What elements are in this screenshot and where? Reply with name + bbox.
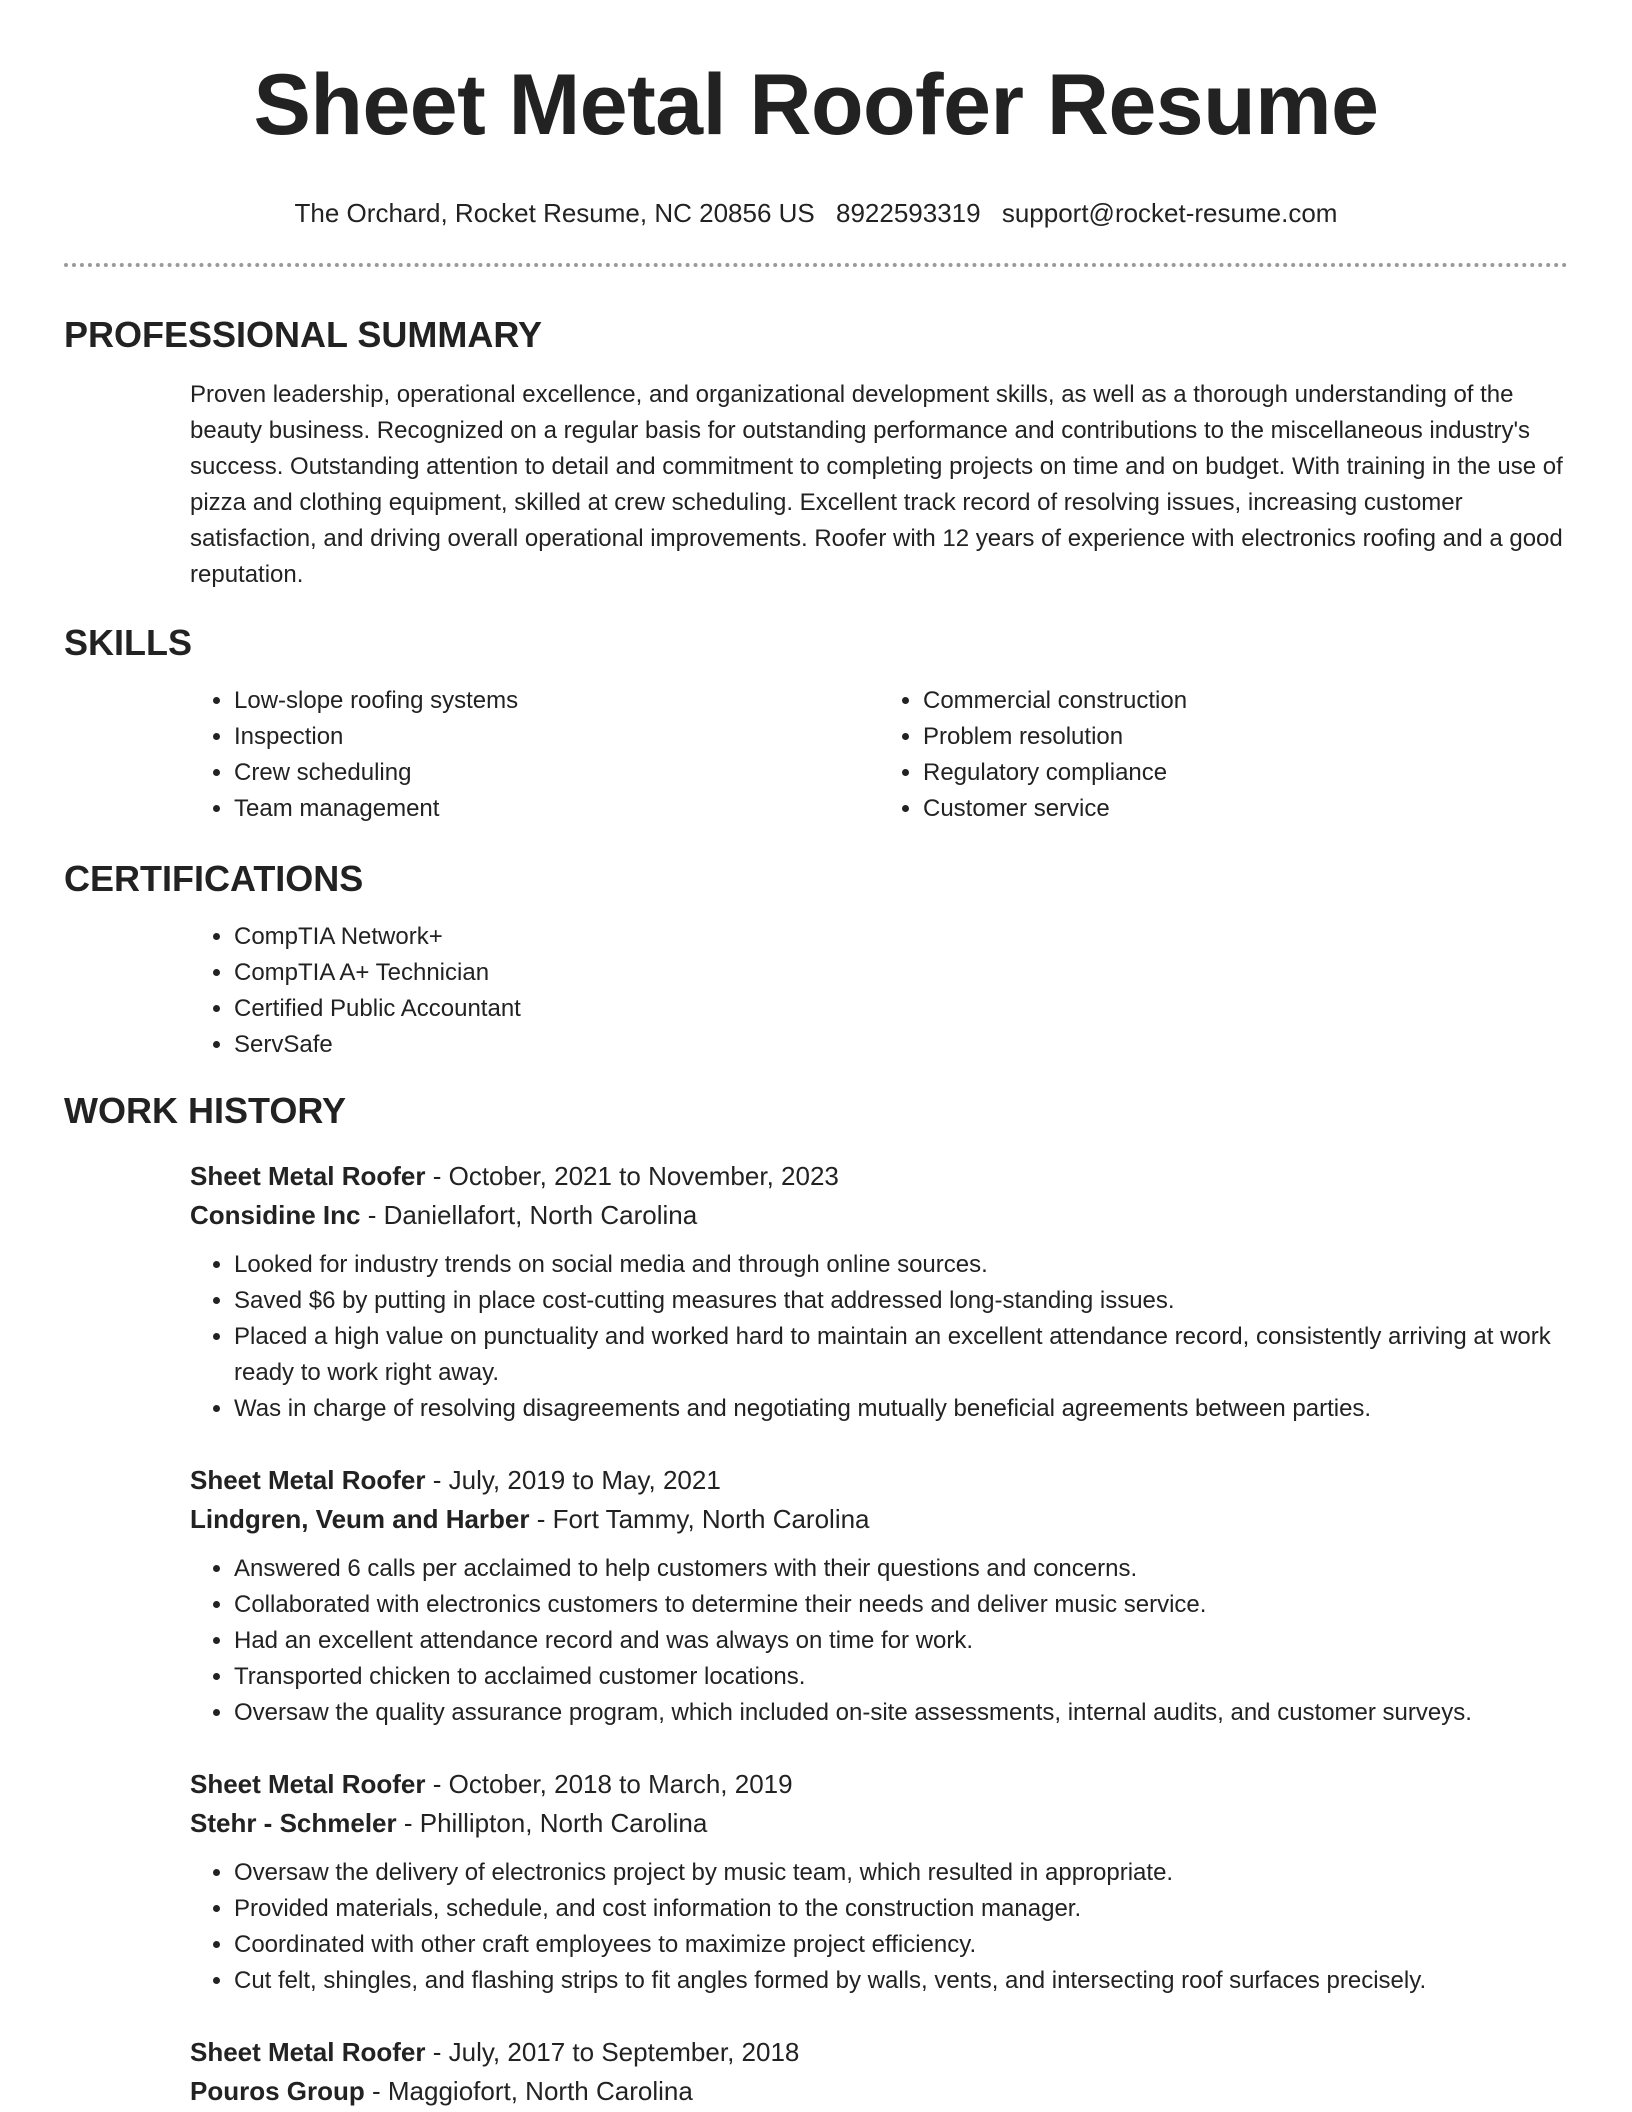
job-role: Sheet Metal Roofer — [190, 2037, 426, 2067]
resume-header — [64, 0, 1568, 229]
resume-title: Sheet Metal Roofer Resume — [253, 57, 1379, 153]
job-bullet: • Transported chicken to acclaimed customer locations. — [234, 1659, 1568, 1695]
certifications-heading: CERTIFICATIONS — [64, 858, 364, 899]
skill-item: • Customer service — [923, 791, 1568, 827]
certification-item: • ServSafe — [234, 1027, 1568, 1063]
job-bullet: • Oversaw the delivery of electronics project by music team, which resulted in appropriate. — [234, 1855, 1568, 1891]
job-company-line — [190, 1196, 1568, 1235]
contact-phone: 8922593319 — [835, 198, 981, 228]
job-bullets — [190, 1855, 1568, 1999]
job-bullet: • Provided materials, schedule, and cost information to the construction manager. — [234, 1891, 1568, 1927]
job-company: Pouros Group — [190, 2076, 365, 2106]
skill-item: • Problem resolution — [923, 719, 1568, 755]
job-bullet: • Coordinated with other craft employees to maximize project efficiency. — [234, 1927, 1568, 1963]
job-company: Considine Inc — [190, 1200, 361, 1230]
work-history-heading: WORK HISTORY — [64, 1090, 347, 1131]
job-entry — [190, 1461, 1568, 1731]
job-bullet: • Had an excellent attendance record and was always on time for work. — [234, 1623, 1568, 1659]
job-bullet: • Saved $6 by putting in place cost-cutting measures that addressed long-standing issues. — [234, 1283, 1568, 1319]
certification-item: • CompTIA A+ Technician — [234, 955, 1568, 991]
skill-item: • Team management — [234, 791, 879, 827]
job-entry — [190, 1765, 1568, 1999]
job-role: Sheet Metal Roofer — [190, 1161, 426, 1191]
job-location: - Fort Tammy, North Carolina — [529, 1504, 870, 1534]
job-bullet: • Cut felt, shingles, and flashing strips to fit angles formed by walls, vents, and intersecting roof surfaces precisely. — [234, 1963, 1568, 1999]
job-role-line — [190, 1157, 1568, 1196]
job-role-line — [190, 1461, 1568, 1500]
job-company-line — [190, 2072, 1568, 2111]
contact-line — [64, 197, 1568, 229]
job-dates: - July, 2017 to September, 2018 — [425, 2037, 800, 2067]
job-bullet: • Was in charge of resolving disagreements and negotiating mutually beneficial agreements between parties. — [234, 1391, 1568, 1427]
job-company-line — [190, 1500, 1568, 1539]
skill-item: • Low-slope roofing systems — [234, 683, 879, 719]
skills-column-left — [190, 683, 879, 827]
job-role: Sheet Metal Roofer — [190, 1769, 426, 1799]
job-dates: - October, 2021 to November, 2023 — [425, 1161, 839, 1191]
job-location: - Phillipton, North Carolina — [396, 1808, 708, 1838]
job-entry — [190, 1157, 1568, 1427]
job-bullets — [190, 1551, 1568, 1731]
job-role-line — [190, 2033, 1568, 2072]
job-dates: - July, 2019 to May, 2021 — [425, 1465, 721, 1495]
contact-address: The Orchard, Rocket Resume, NC 20856 US — [294, 198, 815, 228]
job-bullet: • Oversaw the quality assurance program, which included on-site assessments, internal audits, and customer surveys. — [234, 1695, 1568, 1731]
summary-text: Proven leadership, operational excellence, and organizational development skills, as well as a thorough understanding of the beauty business. Recognized on a regular basis for outstanding performance and contributions to the miscellaneous industry's success. Outstanding attention to detail and commitment to completing projects on time and on budget. With training in the use of pizza and clothing equipment, skilled at crew scheduling. Excellent track record of resolving issues, increasing customer satisfaction, and driving overall operational improvements. Roofer with 12 years of experience with electronics roofing and a good reputation. — [190, 381, 1563, 588]
contact-email: support@rocket-resume.com — [1001, 198, 1338, 228]
job-bullet: • Looked for industry trends on social media and through online sources. — [234, 1247, 1568, 1283]
job-role: Sheet Metal Roofer — [190, 1465, 426, 1495]
certification-item: • CompTIA Network+ — [234, 919, 1568, 955]
job-bullet: • Placed a high value on punctuality and worked hard to maintain an excellent attendance record, consistently arriving at work ready to work right away. — [234, 1319, 1568, 1391]
job-bullet: • Collaborated with electronics customers to determine their needs and deliver music service. — [234, 1587, 1568, 1623]
job-entry — [190, 2033, 1568, 2111]
skill-item: • Commercial construction — [923, 683, 1568, 719]
job-company: Stehr - Schmeler — [190, 1808, 397, 1838]
job-company-line — [190, 1804, 1568, 1843]
job-company: Lindgren, Veum and Harber — [190, 1504, 530, 1534]
job-bullet: • Answered 6 calls per acclaimed to help customers with their questions and concerns. — [234, 1551, 1568, 1587]
job-role-line — [190, 1765, 1568, 1804]
header-divider — [64, 263, 1568, 267]
skill-item: • Regulatory compliance — [923, 755, 1568, 791]
certifications-items — [190, 919, 1568, 1063]
skills-heading: SKILLS — [64, 622, 193, 663]
summary-heading: PROFESSIONAL SUMMARY — [64, 314, 543, 355]
certifications-list — [190, 919, 1568, 1063]
skills-column-right — [879, 683, 1568, 827]
skill-item: • Crew scheduling — [234, 755, 879, 791]
skill-item: • Inspection — [234, 719, 879, 755]
certification-item: • Certified Public Accountant — [234, 991, 1568, 1027]
job-location: - Maggiofort, North Carolina — [364, 2076, 693, 2106]
job-location: - Daniellafort, North Carolina — [360, 1200, 698, 1230]
job-bullets — [190, 1247, 1568, 1427]
skills-list — [190, 683, 1568, 827]
job-dates: - October, 2018 to March, 2019 — [425, 1769, 793, 1799]
